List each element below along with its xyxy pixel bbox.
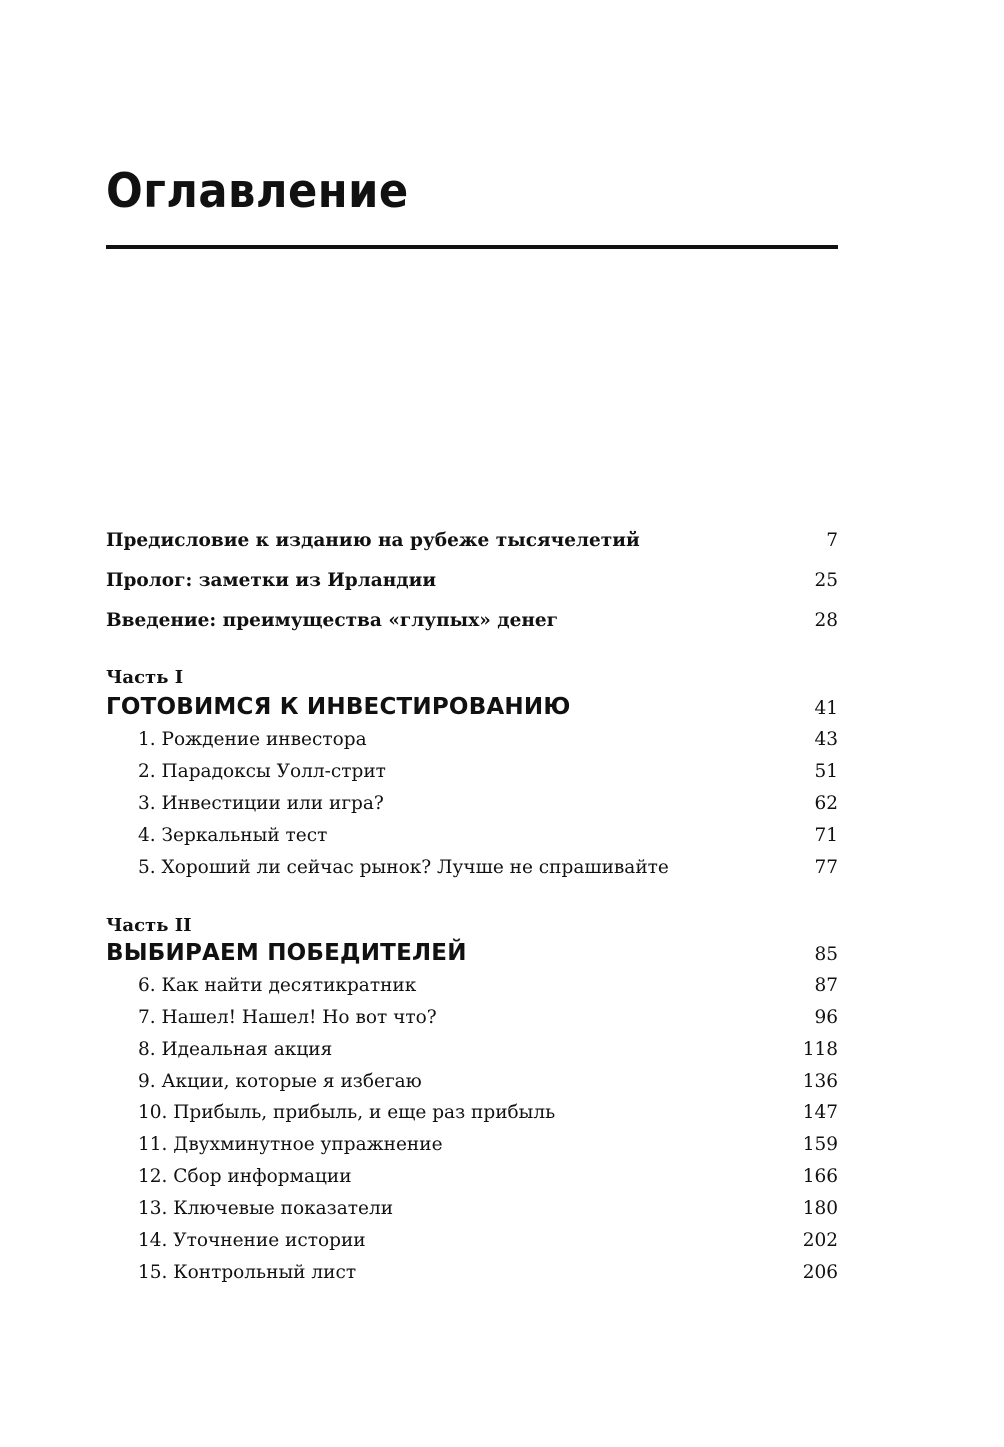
toc-part-title[interactable]: [106, 939, 838, 969]
toc-entry-label: 15. Контрольный лист: [138, 1262, 357, 1283]
toc-entry-page: 28: [814, 610, 838, 631]
toc-entry-label: 1. Рождение инвестора: [138, 729, 367, 750]
toc-part-label: ГОТОВИМСЯ К ИНВЕСТИРОВАНИЮ: [106, 694, 571, 720]
toc-entry-introduction[interactable]: [106, 607, 838, 635]
toc-entry-page: 87: [814, 975, 838, 996]
toc-entry-page: 62: [814, 793, 838, 814]
toc-part-label: ВЫБИРАЕМ ПОБЕДИТЕЛЕЙ: [106, 940, 467, 966]
toc-entry-label: 10. Прибыль, прибыль, и еще раз прибыль: [138, 1102, 556, 1123]
toc-chapter-entry[interactable]: [138, 726, 838, 754]
toc-chapter-entry[interactable]: [138, 1004, 838, 1032]
toc-entry-page: 85: [814, 944, 838, 965]
toc-entry-page: 202: [802, 1230, 838, 1251]
toc-entry-page: 96: [814, 1007, 838, 1028]
toc-chapter-entry[interactable]: [138, 1036, 838, 1064]
toc-entry-page: 136: [802, 1071, 838, 1092]
title-divider: [106, 245, 838, 249]
toc-entry-page: 41: [814, 698, 838, 719]
toc-entry-label: Введение: преимущества «глупых» денег: [106, 610, 558, 631]
toc-entry-prologue[interactable]: [106, 567, 838, 595]
toc-entry-label: 2. Парадоксы Уолл-стрит: [138, 761, 386, 782]
toc-entry-label: 13. Ключевые показатели: [138, 1198, 394, 1219]
toc-chapter-entry[interactable]: [138, 1259, 838, 1287]
toc-entry-label: 6. Как найти десятикратник: [138, 975, 417, 996]
toc-entry-label: 12. Сбор информации: [138, 1166, 352, 1187]
page-title: Оглавление: [106, 164, 409, 219]
toc-entry-page: 25: [814, 570, 838, 591]
toc-chapter-entry[interactable]: [138, 1099, 838, 1127]
toc-chapter-entry[interactable]: [138, 790, 838, 818]
toc-entry-label: 8. Идеальная акция: [138, 1039, 333, 1060]
toc-entry-page: 159: [802, 1134, 838, 1155]
toc-entry-label: 14. Уточнение истории: [138, 1230, 366, 1251]
toc-entry-label: 4. Зеркальный тест: [138, 825, 328, 846]
toc-entry-page: 118: [802, 1039, 838, 1060]
toc-entry-label: 5. Хороший ли сейчас рынок? Лучше не спрашивайте: [138, 857, 669, 878]
toc-chapter-entry[interactable]: [138, 1068, 838, 1096]
toc-entry-label: Пролог: заметки из Ирландии: [106, 570, 437, 591]
toc-entry-label: 11. Двухминутное упражнение: [138, 1134, 443, 1155]
toc-entry-preface[interactable]: [106, 527, 838, 555]
part-label: Часть II: [106, 915, 192, 936]
toc-chapter-entry[interactable]: [138, 1163, 838, 1191]
toc-chapter-entry[interactable]: [138, 972, 838, 1000]
toc-entry-label: 3. Инвестиции или игра?: [138, 793, 384, 814]
toc-entry-page: 166: [802, 1166, 838, 1187]
toc-entry-page: 7: [826, 530, 838, 551]
toc-entry-page: 147: [802, 1102, 838, 1123]
toc-entry-label: 7. Нашел! Нашел! Но вот что?: [138, 1007, 437, 1028]
toc-chapter-entry[interactable]: [138, 1227, 838, 1255]
toc-part-title[interactable]: [106, 693, 838, 723]
toc-entry-page: 77: [814, 857, 838, 878]
toc-chapter-entry[interactable]: [138, 854, 838, 882]
toc-entry-page: 180: [802, 1198, 838, 1219]
toc-chapter-entry[interactable]: [138, 758, 838, 786]
toc-entry-page: 71: [814, 825, 838, 846]
toc-chapter-entry[interactable]: [138, 1131, 838, 1159]
toc-entry-page: 206: [802, 1262, 838, 1283]
toc-entry-page: 51: [814, 761, 838, 782]
toc-entry-label: 9. Акции, которые я избегаю: [138, 1071, 422, 1092]
toc-chapter-entry[interactable]: [138, 822, 838, 850]
toc-entry-label: Предисловие к изданию на рубеже тысячелетий: [106, 530, 640, 551]
toc-chapter-entry[interactable]: [138, 1195, 838, 1223]
toc-entry-page: 43: [814, 729, 838, 750]
part-label: Часть I: [106, 667, 184, 688]
